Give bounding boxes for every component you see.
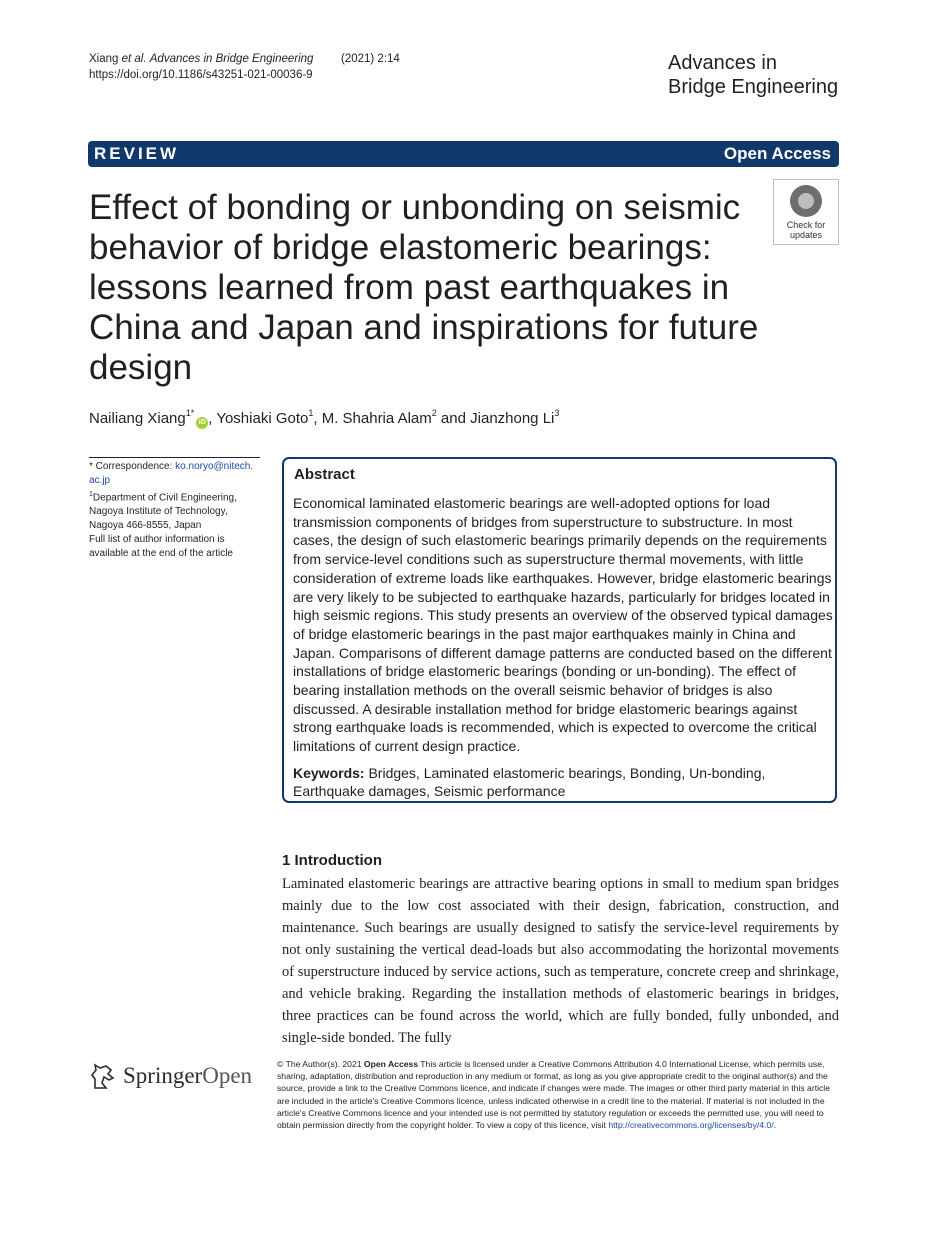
check-for-updates-badge[interactable] xyxy=(773,179,839,245)
journal-name xyxy=(668,51,838,99)
check-updates-line2: updates xyxy=(789,230,823,240)
orcid-icon[interactable]: iD xyxy=(196,417,208,429)
license-end: . xyxy=(773,1120,777,1131)
citation-journal: Advances in Bridge Engineering xyxy=(149,53,314,65)
check-updates-line1: Check for xyxy=(786,220,826,230)
author-name[interactable]: Jianzhong Li xyxy=(470,410,555,427)
springer-open-logo xyxy=(89,1059,264,1093)
keywords-list: Bridges, Laminated elastomeric bearings, Bonding, Un-bonding, Earthquake damages, Seismic performance xyxy=(293,765,766,799)
doi-link[interactable]: https://doi.org/10.1186/s43251-021-00036-9 xyxy=(89,69,313,81)
license-oa-label: Open Access xyxy=(363,1059,419,1069)
correspondence-email-cont[interactable]: ac.jp xyxy=(89,475,111,486)
license-link[interactable]: http://creativecommons.org/licenses/by/4.0/ xyxy=(608,1120,774,1131)
journal-name-line1: Advances in xyxy=(668,52,777,74)
springer-open-text xyxy=(123,1063,252,1089)
author-list xyxy=(89,403,559,429)
author-separator: and xyxy=(436,410,471,427)
citation-block xyxy=(89,51,400,83)
abstract-text: Economical laminated elastomeric bearings are well-adopted options for load transmission components of bridges from superstructure to substructure. In most cases, the design of such elastomeric bearings primarily depends on the requirements from service-level conditions such as superstructure thermal movements, with little consideration of extreme loads like earthquakes. However, bridge elastomeric bearings are very likely to be subjected to earthquake hazards, particularly for bridges located in high seismic regions. This study presents an overview of the observed typical damages of bridge elastomeric bearings in the past major earthquakes mainly in China and Japan. Comparisons of different damage patterns are conducted based on the different installations of bridge elastomeric bearings (bonding or un-bonding). The effect of bearing installation methods on the overall seismic behavior of bridges is also discussed. A desirable installation method for bridge elastomeric bearings against strong earthquake loads is recommended, which is expected to overcome the critical limitations of current design practice. xyxy=(293,495,833,755)
license-statement xyxy=(277,1058,839,1131)
author-name[interactable]: Nailiang Xiang xyxy=(89,410,186,427)
citation-line xyxy=(89,51,400,67)
author-separator: , xyxy=(313,410,322,427)
article-title: Effect of bonding or unbonding on seismic behavior of bridge elastomeric bearings: lessons learned from past earthquakes in China and Japan and inspirations for future design xyxy=(89,188,759,387)
springer-horse-icon xyxy=(89,1061,117,1091)
affiliation-sup: 1 xyxy=(89,491,93,498)
introduction-text: Laminated elastomeric bearings are attractive bearing options in small to medium span bridges mainly due to the low cost associated with their design, fabrication, construction, and maintenance. Such bearings are usually designed to satisfy the service-level requirements by not only sustaining the vertical dead-loads but also accommodating the horizontal movements of superstructure induced by service actions, such as temperature, concrete creep and shrinkage, and vehicle braking. Regarding the installation methods of elastomeric bearings in bridges, three practices can be found across the world, which are fully bonded, fully unbonded, and single-side bonded. The fully xyxy=(282,876,839,1046)
check-updates-label xyxy=(774,220,838,240)
author-name[interactable]: M. Shahria Alam xyxy=(321,410,432,427)
license-text: This article is licensed under a Creative Commons Attribution 4.0 International License, which permits use, sharing, adaptation, distribution and reproduction in any medium or format, as long as you give appropriate credit to the original author(s) and the source, provide a link to the Creative Commons licence, and indicate if changes were made. The images or other third party material in this article are included in the article's Creative Commons licence, unless indicated otherwise in a credit line to the material. If material is not included in the article's Creative Commons licence and your intended use is not permitted by statutory regulation or exceeds the permitted use, you will need to obtain permission directly from the copyright holder. To view a copy of this licence, visit xyxy=(277,1059,830,1131)
citation-year-volume: (2021) 2:14 xyxy=(341,53,400,65)
copyright-text: © The Author(s). 2021 xyxy=(277,1059,364,1069)
author-affil-sup: 3 xyxy=(554,408,560,418)
author-affil-sup: 1 xyxy=(308,408,314,418)
correspondence-label: * Correspondence: xyxy=(89,461,176,472)
correspondence-line xyxy=(89,460,264,474)
article-type-label: REVIEW xyxy=(94,144,180,163)
correspondence-divider xyxy=(89,457,260,458)
abstract-box xyxy=(282,457,837,803)
affiliation xyxy=(89,488,264,533)
keywords-label: Keywords: xyxy=(293,765,365,781)
correspondence-email[interactable]: ko.noryo@nitech. xyxy=(175,461,254,472)
citation-etal: et al. xyxy=(121,53,147,65)
article-type-banner xyxy=(88,141,839,167)
author-name[interactable]: Yoshiaki Goto xyxy=(216,410,309,427)
keywords xyxy=(293,764,833,800)
open-access-label: Open Access xyxy=(723,144,831,163)
correspondence-block xyxy=(89,460,264,561)
author-affil-sup: 1* xyxy=(185,408,195,418)
affiliation-text: Department of Civil Engineering, Nagoya Institute of Technology, Nagoya 466-8555, Japan xyxy=(89,492,237,532)
author-affil-sup: 2 xyxy=(431,408,437,418)
author-info-note: Full list of author information is available at the end of the article xyxy=(89,534,233,560)
journal-name-line2: Bridge Engineering xyxy=(668,76,839,98)
springer-word: Springer xyxy=(123,1063,203,1088)
section-heading-introduction: 1 Introduction xyxy=(282,852,382,869)
citation-authors: Xiang xyxy=(89,53,119,65)
abstract-heading: Abstract xyxy=(294,466,355,483)
author-separator: , xyxy=(208,410,217,427)
check-updates-icon xyxy=(790,185,822,217)
open-word: Open xyxy=(202,1063,253,1088)
